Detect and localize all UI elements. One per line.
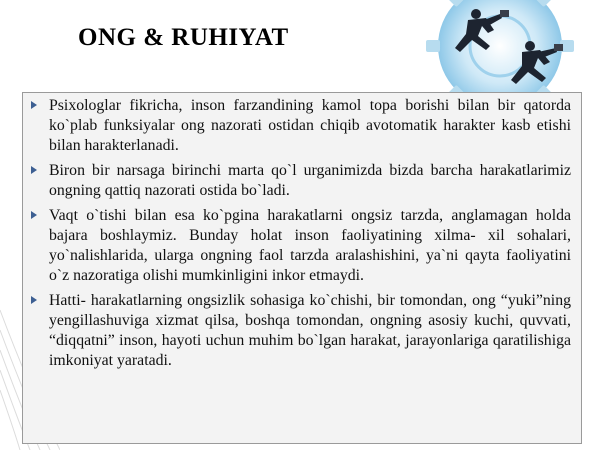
bullet-paragraph <box>49 96 571 156</box>
bullet-text: Psixologlar fikricha, inson farzandining kamol topa borishi bilan bir qatorda ko`plab funksiyalar ong nazorati ostidan chiqib avotomatik harakter kasb etishi bilan harakterlanadi. <box>49 97 571 154</box>
content-panel <box>22 92 582 444</box>
running-businessmen-gear-icon <box>390 0 600 92</box>
slide-title: ONG & RUHIYAT <box>78 24 289 51</box>
bullet-paragraph <box>49 161 571 201</box>
triangle-bullet-icon <box>31 211 37 219</box>
bullet-text: Biron bir narsaga birinchi marta qo`l urganimizda bizda barcha harakatlarimiz ongning qattiq nazorati ostida bo`ladi. <box>49 162 571 199</box>
triangle-bullet-icon <box>31 166 37 174</box>
bullet-text: Vaqt o`tishi bilan esa ko`pgina harakatlarni ongsiz tarzda, anglamagan holda bajara boshlaymiz. Bunday holat inson faoliyatining xilma- xil sohalari, yo`nalishlarida, ularga ongning faol tarzda aralashishini, ya`ni qayta faoliyatini o`z nazoratiga olishi mumkinligini inkor etmaydi. <box>49 207 571 284</box>
triangle-bullet-icon <box>31 101 37 109</box>
bullet-text: Hatti- harakatlarning ongsizlik sohasiga ko`chishi, bir tomondan, ong “yuki”ning yengillashuviga xizmat qilsa, boshqa tomondan, ongning asosiy kuchi, quvvati, “diqqatni” inson, hayoti uchun muhim bo`lgan harakat, jarayonlariga qaratilishiga imkoniyat yaratadi. <box>49 292 571 369</box>
bullet-paragraph <box>49 291 571 371</box>
triangle-bullet-icon <box>31 296 37 304</box>
bullet-paragraph <box>49 206 571 286</box>
